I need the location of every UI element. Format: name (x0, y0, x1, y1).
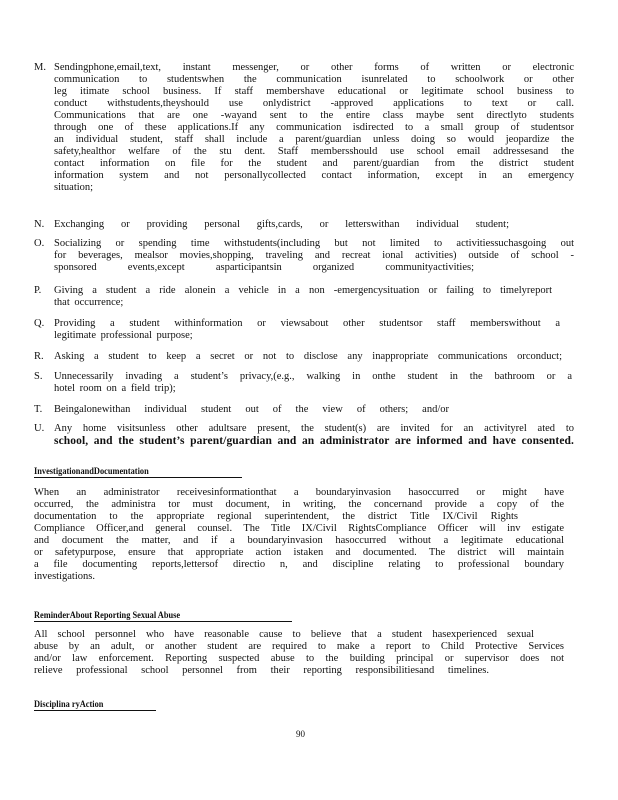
text-line: for beverages, mealsor movies,shopping, traveling and recreat ional activities) outside of school - (54, 250, 574, 261)
text-line: Giving a student a ride alonein a vehicle in a non -emergencysituation or failing to timelyreport (54, 285, 552, 296)
text-line: legitimate professional purpose; (54, 330, 193, 341)
page-number: 90 (296, 729, 305, 739)
section-heading: Disciplina ryAction (34, 700, 104, 710)
item-text (54, 285, 552, 309)
item-text (54, 219, 509, 231)
text-line: Beingalonewithan individual student out of the view of others; and/or (54, 404, 449, 415)
item-letter: T. (34, 404, 43, 415)
text-line: conduct withstudents,theyshould use onlydistrict -approved applications to text or call. (54, 98, 574, 109)
text-line: Unnecessarily invading a student’s privacy,(e.g., walking in onthe student in the bathroom or a (54, 371, 572, 382)
text-line: contact information on file for the student and parent/guardian from the district student (54, 158, 574, 169)
item-letter: N. (34, 219, 45, 230)
item-text (54, 318, 560, 342)
text-line: relieve professional school personnel from their reporting responsibilitiesand timelines. (34, 665, 489, 676)
heading-underline (34, 621, 292, 622)
text-line: and/or law enforcement. Reporting suspected abuse to the building principal or supervisor does not (34, 653, 564, 664)
text-line: situation; (54, 182, 94, 193)
text-line: When an administrator receivesinformationthat a boundaryinvasion hasoccurred or might have (34, 487, 564, 498)
text-line: investigations. (34, 571, 95, 582)
text-line: an individual student, staff shall include a parent/guardian unless doing so would jeopardize the (54, 134, 574, 145)
item-letter: P. (34, 285, 42, 296)
text-line: that occurrence; (54, 297, 124, 308)
item-text (54, 62, 574, 194)
section-paragraph (34, 629, 564, 677)
item-letter: S. (34, 371, 43, 382)
text-line: through one of these applications.If any communication isdirected to a small group of studentsor (54, 122, 574, 133)
section-heading: InvestigationandDocumentation (34, 467, 149, 477)
text-line: or safetypurpose, ensure that appropriate action istaken and documented. The district will maintain (34, 547, 564, 558)
item-text (54, 404, 449, 416)
text-line: Sendingphone,email,text, instant messenger, or other forms of written or electronic (54, 62, 574, 73)
text-line: leg itimate school business. If staff membershave educational or legitimate school business to (54, 86, 574, 97)
text-line: abuse by an adult, or another student are required to make a report to Child Protective Services (34, 641, 564, 652)
text-line: occurred, the administra tor must document, in writing, the concernand provide a copy of the (34, 499, 564, 510)
item-letter: U. (34, 423, 45, 434)
item-text (54, 351, 562, 363)
item-text (54, 238, 574, 274)
text-line: All school personnel who have reasonable cause to believe that a student hasexperienced sexual (34, 629, 534, 640)
text-line: Exchanging or providing personal gifts,cards, or letterswithan individual student; (54, 219, 509, 230)
text-line: hotel room on a field trip); (54, 383, 176, 394)
item-letter: M. (34, 62, 46, 73)
text-line: Asking a student to keep a secret or not to disclose any inappropriate communications orconduct; (54, 351, 562, 362)
text-line: Providing a student withinformation or viewsabout other studentsor staff memberswithout a (54, 318, 560, 329)
text-line: information system and not personallycollected contact information, except in an emergency (54, 170, 574, 181)
text-line: sponsored events,except asparticipantsin organized communityactivities; (54, 262, 474, 273)
heading-underline (34, 710, 156, 711)
text-line: Socializing or spending time withstudents(including but not limited to activitiessuchasgoing out (54, 238, 574, 249)
text-line: Communications that are one -wayand sent to the entire class maybe sent directlyto students (54, 110, 574, 121)
text-line: safety,healthor welfare of the stu dent. Staff membersshould use school email addressesand the (54, 146, 574, 157)
section-paragraph (34, 487, 564, 583)
text-line: and document the matter, and if a boundaryinvasion hasoccurred without a legitimate educational (34, 535, 564, 546)
text-line: documentation to the appropriate regional superintendent, the district Title IX/Civil Rights (34, 511, 518, 522)
item-letter: Q. (34, 318, 45, 329)
item-text (54, 371, 572, 395)
item-letter: O. (34, 238, 45, 249)
text-line: Compliance Officer,and general counsel. The Title IX/Civil RightsCompliance Officer will inv estigate (34, 523, 564, 534)
item-letter: R. (34, 351, 44, 362)
section-heading: ReminderAbout Reporting Sexual Abuse (34, 611, 181, 621)
text-line: communication to studentswhen the communication isunrelated to schoolwork or other (54, 74, 574, 85)
text-line: a file documenting reports,lettersof directio n, and discipline relating to professional boundary (34, 559, 564, 570)
item-text (54, 423, 574, 447)
text-line: school, and the student’s parent/guardian and an administrator are informed and have consented. (54, 435, 574, 447)
heading-underline (34, 477, 242, 478)
text-line: Any home visitsunless other adultsare present, the student(s) are invited for an activityrel ated to (54, 423, 574, 434)
